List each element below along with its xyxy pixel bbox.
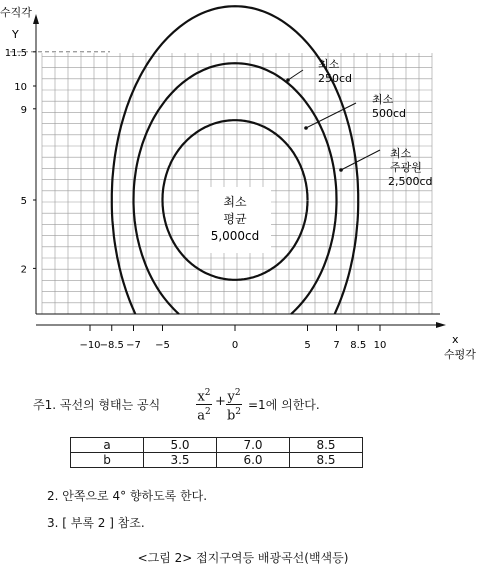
formula-x-num: x — [197, 389, 205, 405]
x-tick-label: 7 — [333, 340, 340, 351]
note-1-prefix: 주1. 곡선의 형태는 공식 — [33, 398, 161, 412]
curve-label: 2,500cd — [388, 175, 433, 188]
x-axis-title: 수평각 — [444, 348, 476, 361]
formula-plus: + — [215, 394, 226, 409]
y-tick-label: 5 — [20, 196, 27, 207]
table-cell: 6.0 — [217, 453, 290, 468]
y-tick-label: 10 — [14, 82, 27, 93]
y-tick-label: 9 — [20, 104, 27, 116]
formula-y-den: b — [226, 408, 236, 424]
curve-1 — [112, 6, 358, 314]
y-tick-label: 11.5 — [4, 47, 27, 59]
parameter-table — [70, 437, 363, 468]
curve-label: 주광원 — [390, 161, 422, 174]
curve-label: 최소 — [318, 58, 340, 71]
table-cell: 3.5 — [144, 453, 217, 468]
x-tick-label: 8.5 — [350, 340, 367, 351]
x-tick-label: −10 — [79, 340, 101, 351]
center-label: 평균 — [223, 212, 247, 226]
curve-label: 최소 — [390, 147, 412, 160]
note-3: 3. [ 부록 2 ] 참조. — [47, 516, 145, 530]
table-row-a — [71, 438, 363, 453]
table-cell: 7.0 — [217, 438, 290, 453]
formula-y-num: y — [227, 389, 235, 405]
note-2: 2. 안쪽으로 4° 향하도록 한다. — [47, 489, 208, 503]
x-tick-label: −8.5 — [99, 340, 124, 351]
y-tick-label — [14, 0, 27, 2]
axes — [10, 14, 446, 328]
y-axis-title: 수직각 — [0, 6, 32, 19]
x-tick-label: −5 — [155, 340, 170, 351]
center-label: 최소 — [223, 195, 247, 209]
formula-x-fraction: $\frac{x^2}{a^2}$ — [197, 388, 211, 424]
table-row-b — [71, 453, 363, 468]
x-tick-label: −7 — [126, 340, 141, 351]
curve-label: 500cd — [372, 107, 407, 120]
table-cell: a — [71, 438, 144, 453]
table-cell: 8.5 — [290, 453, 363, 468]
y-tick-label: 2 — [20, 264, 27, 276]
formula-x-den: a — [197, 408, 206, 424]
tick-labels — [5, 0, 387, 351]
table-cell: 8.5 — [290, 438, 363, 453]
curves — [112, 6, 358, 314]
curve-labels — [211, 57, 433, 243]
table-cell: 5.0 — [144, 438, 217, 453]
y-axis-letter: Y — [12, 28, 19, 41]
x-tick-label: 5 — [304, 340, 311, 351]
x-tick-label: 0 — [231, 340, 239, 351]
curve-label: 최소 — [372, 93, 394, 106]
center-label: 5,000cd — [210, 229, 260, 243]
x-tick-label: 10 — [373, 340, 387, 351]
note-1-suffix: =1에 의한다. — [248, 398, 320, 412]
x-axis-letter: x — [452, 333, 459, 346]
figure-caption: <그림 2> 접지구역등 배광곡선(백색등) — [137, 551, 349, 565]
curve-label: 250cd — [318, 72, 353, 85]
table-cell: b — [71, 453, 144, 468]
formula-y-fraction: $\frac{y^2}{b^2}$ — [226, 388, 242, 424]
